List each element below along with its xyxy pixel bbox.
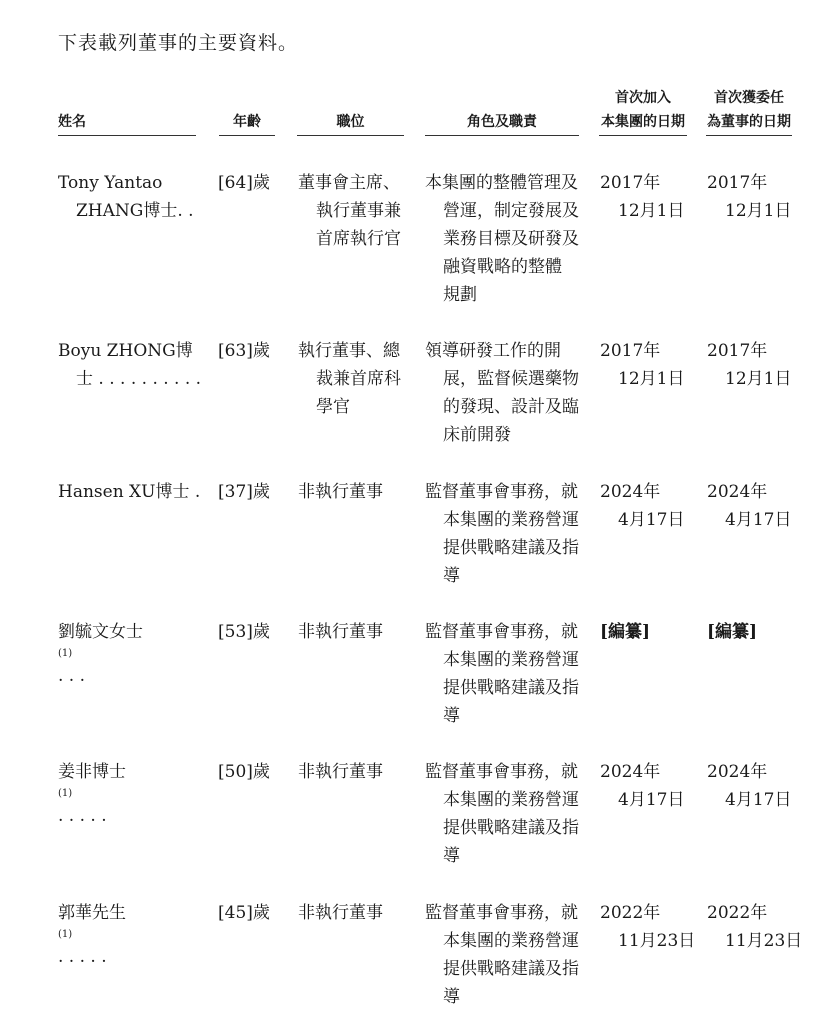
appoint-date-line: 11月23日 bbox=[725, 931, 803, 951]
position-line: 執行董事、總 bbox=[298, 341, 400, 361]
director-join-date bbox=[600, 618, 650, 646]
director-position bbox=[298, 758, 383, 786]
footnote-marker: (1) bbox=[58, 648, 73, 659]
director-name-line bbox=[58, 758, 126, 830]
role-line: 本集團的業務營運 bbox=[443, 931, 579, 951]
header-join-date-line: 首次加入 bbox=[615, 90, 671, 106]
join-date-line: 2024年 bbox=[600, 762, 661, 782]
director-role bbox=[425, 169, 579, 309]
role-line: 監督董事會事務，就 bbox=[425, 482, 578, 502]
appoint-date-line: 2024年 bbox=[707, 762, 768, 782]
appoint-date-line: 2022年 bbox=[707, 903, 768, 923]
director-name-line: ZHANG博士. . bbox=[76, 201, 194, 221]
position-line: 非執行董事 bbox=[298, 762, 383, 782]
director-name-line bbox=[58, 899, 126, 971]
header-join-date-line: 本集團的日期 bbox=[601, 114, 685, 130]
director-role bbox=[425, 478, 579, 590]
header-name bbox=[58, 110, 196, 136]
position-line: 裁兼首席科 bbox=[316, 369, 401, 389]
join-date-line: 12月1日 bbox=[618, 369, 685, 389]
header-name-label: 姓名 bbox=[58, 114, 86, 130]
appoint-date-line: 12月1日 bbox=[725, 201, 792, 221]
role-line: 本集團的業務營運 bbox=[443, 510, 579, 530]
position-line: 執行董事兼 bbox=[316, 201, 401, 221]
director-age: [53]歲 bbox=[218, 622, 270, 642]
role-line: 導 bbox=[443, 846, 460, 866]
director-name bbox=[58, 337, 201, 393]
director-position bbox=[298, 478, 383, 506]
role-line: 提供戰略建議及指 bbox=[443, 818, 579, 838]
join-date-line: 12月1日 bbox=[618, 201, 685, 221]
join-date-line: 2024年 bbox=[600, 482, 661, 502]
director-position bbox=[298, 899, 383, 927]
director-role bbox=[425, 899, 579, 1011]
director-age: [50]歲 bbox=[218, 762, 270, 782]
director-appoint-date bbox=[707, 478, 791, 534]
director-name bbox=[58, 899, 126, 971]
director-name-text: 劉毓文女士 bbox=[58, 622, 143, 642]
appoint-date-line: 12月1日 bbox=[725, 369, 792, 389]
role-line: 展，監督候選藥物 bbox=[443, 369, 579, 389]
director-name-text: 郭華先生 bbox=[58, 903, 126, 923]
role-line: 本集團的整體管理及 bbox=[425, 173, 578, 193]
header-age bbox=[219, 110, 275, 136]
appoint-date-line: 2017年 bbox=[707, 341, 768, 361]
join-date-line: 2017年 bbox=[600, 341, 661, 361]
role-line: 本集團的業務營運 bbox=[443, 650, 579, 670]
director-join-date bbox=[600, 337, 684, 393]
director-role bbox=[425, 618, 579, 730]
director-age: [45]歲 bbox=[218, 903, 270, 923]
director-name-line: Tony Yantao bbox=[58, 173, 163, 193]
role-line: 監督董事會事務，就 bbox=[425, 903, 578, 923]
director-appoint-date bbox=[707, 899, 802, 955]
appoint-date-line: 2017年 bbox=[707, 173, 768, 193]
appoint-date-line: [編纂] bbox=[707, 622, 758, 642]
director-join-date bbox=[600, 758, 684, 814]
leader-dots: . . . bbox=[58, 666, 86, 686]
director-name bbox=[58, 478, 200, 506]
role-line: 領導研發工作的開 bbox=[425, 341, 561, 361]
position-line: 學官 bbox=[316, 397, 350, 417]
director-name-line: Boyu ZHONG博 bbox=[58, 341, 193, 361]
leader-dots: . . . . . bbox=[58, 947, 107, 967]
footnote-marker: (1) bbox=[58, 788, 73, 799]
director-appoint-date bbox=[707, 169, 791, 225]
role-line: 導 bbox=[443, 566, 460, 586]
intro-text: 下表載列董事的主要資料。 bbox=[58, 32, 299, 54]
director-appoint-date bbox=[707, 758, 791, 814]
role-line: 床前開發 bbox=[443, 425, 511, 445]
role-line: 提供戰略建議及指 bbox=[443, 678, 579, 698]
director-role bbox=[425, 758, 579, 870]
director-join-date bbox=[600, 899, 695, 955]
position-line: 非執行董事 bbox=[298, 482, 383, 502]
director-position bbox=[298, 618, 383, 646]
role-line: 營運，制定發展及 bbox=[443, 201, 579, 221]
header-appoint-date-line: 首次獲委任 bbox=[714, 90, 784, 106]
role-line: 融資戰略的整體 bbox=[443, 257, 562, 277]
director-position bbox=[298, 169, 401, 253]
director-appoint-date bbox=[707, 337, 791, 393]
join-date-line: 4月17日 bbox=[618, 510, 685, 530]
role-line: 導 bbox=[443, 987, 460, 1007]
director-join-date bbox=[600, 478, 684, 534]
director-name-line bbox=[58, 618, 143, 690]
join-date-line: 2022年 bbox=[600, 903, 661, 923]
director-name bbox=[58, 618, 143, 690]
director-age: [64]歲 bbox=[218, 173, 270, 193]
role-line: 本集團的業務營運 bbox=[443, 790, 579, 810]
appoint-date-line: 2024年 bbox=[707, 482, 768, 502]
director-position bbox=[298, 337, 401, 421]
header-appoint-date bbox=[706, 86, 792, 136]
role-line: 導 bbox=[443, 706, 460, 726]
appoint-date-line: 4月17日 bbox=[725, 510, 792, 530]
role-line: 監督董事會事務，就 bbox=[425, 622, 578, 642]
role-line: 提供戰略建議及指 bbox=[443, 538, 579, 558]
director-age: [37]歲 bbox=[218, 482, 270, 502]
role-line: 的發現、設計及臨 bbox=[443, 397, 579, 417]
join-date-line: [編纂] bbox=[600, 622, 651, 642]
footnote-marker: (1) bbox=[58, 929, 73, 940]
director-join-date bbox=[600, 169, 684, 225]
director-role bbox=[425, 337, 579, 449]
header-role-label: 角色及職責 bbox=[467, 114, 537, 130]
role-line: 規劃 bbox=[443, 285, 477, 305]
position-line: 非執行董事 bbox=[298, 622, 383, 642]
director-appoint-date bbox=[707, 618, 757, 646]
director-name-line: 士 . . . . . . . . . . bbox=[76, 369, 202, 389]
appoint-date-line: 4月17日 bbox=[725, 790, 792, 810]
join-date-line: 2017年 bbox=[600, 173, 661, 193]
position-line: 首席執行官 bbox=[316, 229, 401, 249]
leader-dots: . . . . . bbox=[58, 806, 107, 826]
header-appoint-date-line: 為董事的日期 bbox=[707, 114, 791, 130]
header-role bbox=[425, 110, 579, 136]
header-position-label: 職位 bbox=[336, 114, 365, 130]
join-date-line: 11月23日 bbox=[618, 931, 696, 951]
role-line: 監督董事會事務，就 bbox=[425, 762, 578, 782]
director-name-line: Hansen XU博士 . bbox=[58, 482, 201, 502]
role-line: 提供戰略建議及指 bbox=[443, 959, 579, 979]
director-name bbox=[58, 169, 194, 225]
header-join-date bbox=[599, 86, 687, 136]
header-age-label: 年齡 bbox=[233, 114, 261, 130]
director-name bbox=[58, 758, 126, 830]
join-date-line: 4月17日 bbox=[618, 790, 685, 810]
role-line: 業務目標及研發及 bbox=[443, 229, 579, 249]
director-age: [63]歲 bbox=[218, 341, 270, 361]
director-name-text: 姜非博士 bbox=[58, 762, 126, 782]
header-position bbox=[297, 110, 404, 136]
position-line: 非執行董事 bbox=[298, 903, 383, 923]
position-line: 董事會主席、 bbox=[298, 173, 400, 193]
